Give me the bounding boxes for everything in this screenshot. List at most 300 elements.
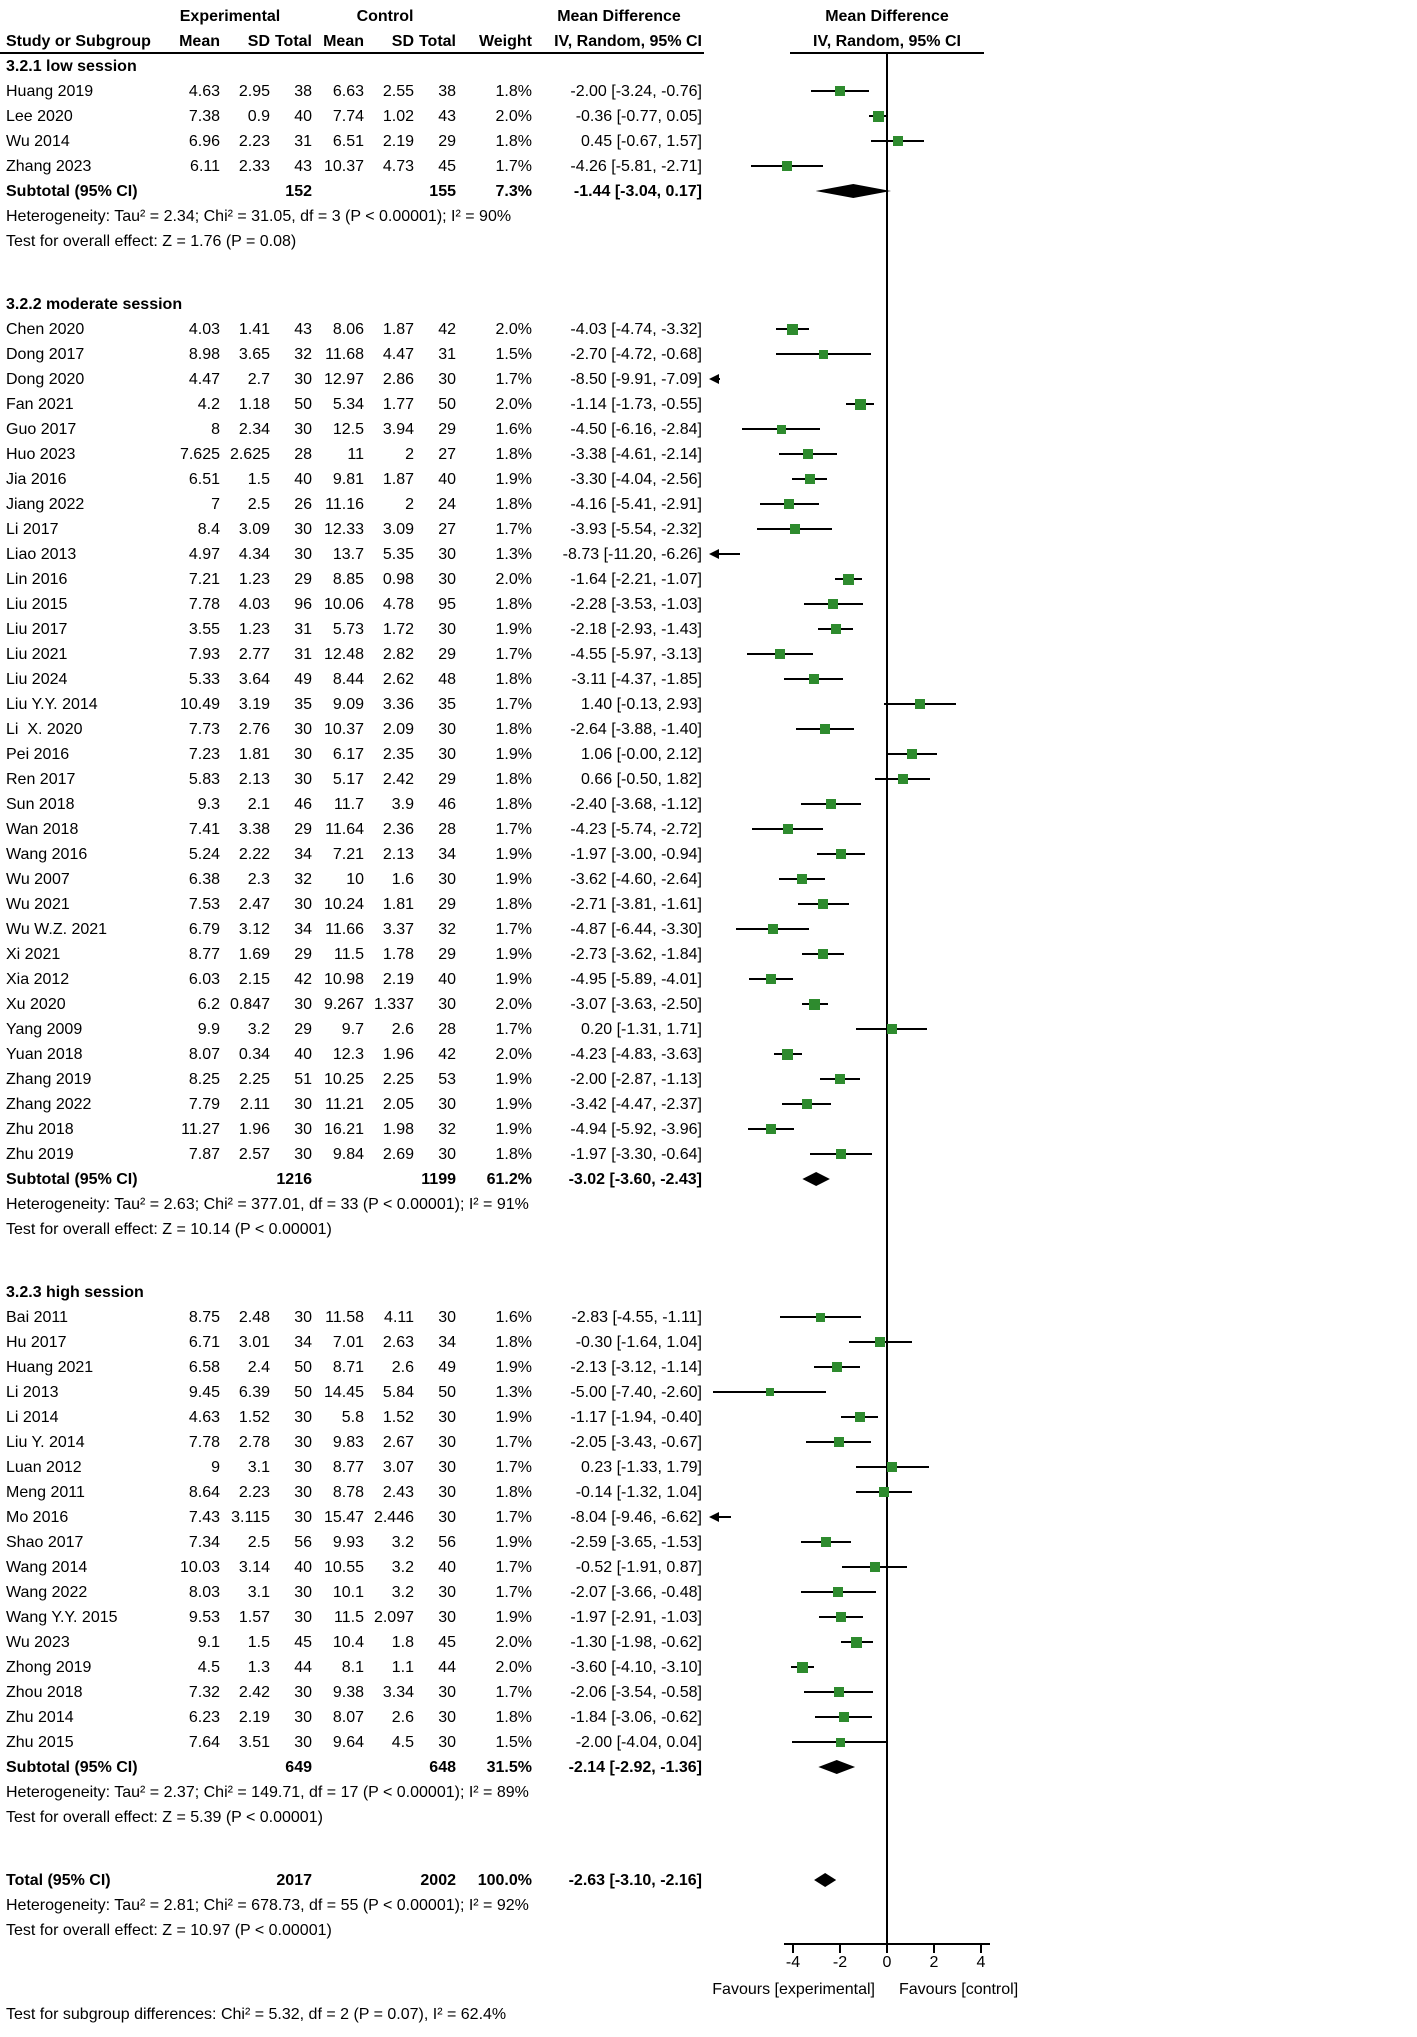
ctrl-sd-value: 1.81 xyxy=(382,896,414,913)
exp-total-value: 29 xyxy=(294,571,312,588)
study-row xyxy=(0,1305,1417,1330)
ctrl-total-value: 29 xyxy=(438,646,456,663)
axis-tick xyxy=(933,1945,935,1953)
exp-mean-value: 7.78 xyxy=(188,1434,220,1451)
point-estimate-marker xyxy=(836,849,846,859)
ctrl-sd-value: 1.52 xyxy=(382,1409,414,1426)
study-row xyxy=(0,517,1417,542)
ctrl-sd-value: 1.6 xyxy=(391,871,414,888)
point-estimate-marker xyxy=(834,1437,844,1447)
ctrl-mean-value: 8.78 xyxy=(332,1484,364,1501)
ctrl-total-value: 46 xyxy=(438,796,456,813)
study-row xyxy=(0,1605,1417,1630)
exp-mean-value: 7.79 xyxy=(188,1096,220,1113)
study-label: Ren 2017 xyxy=(6,771,76,788)
ci-value: -3.38 [-4.61, -2.14] xyxy=(570,446,702,463)
ci-value: -2.18 [-2.93, -1.43] xyxy=(570,621,702,638)
ci-value: -2.00 [-3.24, -0.76] xyxy=(570,83,702,100)
exp-sd-value: 2.15 xyxy=(238,971,270,988)
point-estimate-marker xyxy=(898,774,908,784)
ctrl-total-value: 40 xyxy=(438,971,456,988)
exp-mean-value: 7.23 xyxy=(188,746,220,763)
exp-mean-value: 7.43 xyxy=(188,1509,220,1526)
study-row xyxy=(0,967,1417,992)
ci-value: -4.03 [-4.74, -3.32] xyxy=(570,321,702,338)
point-estimate-marker xyxy=(803,449,813,459)
study-row xyxy=(0,79,1417,104)
ctrl-total-value: 40 xyxy=(438,1559,456,1576)
exp-total-value: 45 xyxy=(294,1634,312,1651)
exp-total-value: 34 xyxy=(294,921,312,938)
exp-sd-value: 1.23 xyxy=(238,621,270,638)
exp-total-value: 30 xyxy=(294,1409,312,1426)
exp-total-value: 30 xyxy=(294,546,312,563)
ci-value: -0.30 [-1.64, 1.04] xyxy=(575,1334,702,1351)
ctrl-total-value: 30 xyxy=(438,996,456,1013)
ctrl-mean-value: 12.48 xyxy=(323,646,364,663)
ctrl-sd-value: 2.6 xyxy=(391,1359,414,1376)
ci-value: -2.00 [-4.04, 0.04] xyxy=(575,1734,702,1751)
ctrl-sd-value: 3.9 xyxy=(391,796,414,813)
ci-value: -3.02 [-3.60, -2.43] xyxy=(568,1171,702,1188)
weight-value: 1.9% xyxy=(495,946,532,963)
ctrl-total-value: 50 xyxy=(438,1384,456,1401)
ci-value: -8.73 [-11.20, -6.26] xyxy=(562,546,702,563)
study-row xyxy=(0,992,1417,1017)
weight-column-header: Weight xyxy=(478,33,532,50)
ctrl-total-value: 45 xyxy=(438,158,456,175)
exp-sd-value: 2.5 xyxy=(247,496,270,513)
ctrl-sd-value: 5.35 xyxy=(382,546,414,563)
exp-sd-value: 2.95 xyxy=(238,83,270,100)
point-estimate-marker xyxy=(828,599,838,609)
study-row xyxy=(0,1142,1417,1167)
pooled-diamond xyxy=(818,1760,855,1774)
ctrl-sd-value: 5.84 xyxy=(382,1384,414,1401)
exp-sd-value: 1.52 xyxy=(238,1409,270,1426)
ci-value: -2.00 [-2.87, -1.13] xyxy=(570,1071,702,1088)
study-label: Mo 2016 xyxy=(6,1509,69,1526)
subgroup-differences-row xyxy=(0,2002,1417,2027)
exp-mean-value: 6.58 xyxy=(188,1359,220,1376)
study-label: Liao 2013 xyxy=(6,546,77,563)
exp-total-value: 30 xyxy=(294,771,312,788)
study-label: Wu 2014 xyxy=(6,133,70,150)
study-row xyxy=(0,1067,1417,1092)
ctrl-sd-value: 2.6 xyxy=(391,1021,414,1038)
ctrl-sd-value: 4.73 xyxy=(382,158,414,175)
ctrl-sd-value: 1.8 xyxy=(391,1634,414,1651)
weight-value: 1.7% xyxy=(495,1559,532,1576)
exp-mean-value: 8.4 xyxy=(197,521,220,538)
ctrl-mean-value: 11.66 xyxy=(325,921,364,938)
study-row xyxy=(0,1630,1417,1655)
study-label: Wan 2018 xyxy=(6,821,79,838)
heterogeneity-row xyxy=(0,204,1417,229)
point-estimate-marker xyxy=(833,1587,843,1597)
ci-value: -3.93 [-5.54, -2.32] xyxy=(570,521,702,538)
exp-total-value: 50 xyxy=(294,1359,312,1376)
exp-mean-column-header: Mean xyxy=(179,33,220,50)
weight-value: 1.7% xyxy=(495,1021,532,1038)
ctrl-sd-value: 3.37 xyxy=(382,921,414,938)
exp-mean-value: 5.24 xyxy=(188,846,220,863)
exp-mean-value: 6.96 xyxy=(188,133,220,150)
study-label: Luan 2012 xyxy=(6,1459,82,1476)
subgroup-title-row xyxy=(0,54,1417,79)
ctrl-sd-value: 0.98 xyxy=(382,571,414,588)
ctrl-mean-value: 10.1 xyxy=(332,1584,364,1601)
weight-value: 1.7% xyxy=(495,696,532,713)
exp-sd-value: 6.39 xyxy=(238,1384,270,1401)
point-estimate-marker xyxy=(784,499,794,509)
study-label: Zhong 2019 xyxy=(6,1659,92,1676)
ctrl-total-value: 32 xyxy=(438,1121,456,1138)
axis-tick xyxy=(792,1945,794,1953)
study-label: Wang Y.Y. 2015 xyxy=(6,1609,118,1626)
exp-mean-value: 6.2 xyxy=(197,996,220,1013)
study-row xyxy=(0,817,1417,842)
ctrl-total-value: 1199 xyxy=(421,1171,456,1188)
exp-mean-value: 8.98 xyxy=(188,346,220,363)
ci-value: -1.17 [-1.94, -0.40] xyxy=(570,1409,702,1426)
ctrl-mean-value: 8.71 xyxy=(332,1359,364,1376)
point-estimate-marker xyxy=(907,749,917,759)
exp-mean-value: 7.78 xyxy=(188,596,220,613)
overall-effect-row xyxy=(0,1217,1417,1242)
point-estimate-marker xyxy=(836,1738,845,1747)
weight-value: 1.7% xyxy=(495,1459,532,1476)
ctrl-total-value: 30 xyxy=(438,1509,456,1526)
weight-value: 1.7% xyxy=(495,371,532,388)
ctrl-total-column-header: Total xyxy=(418,33,456,50)
study-label: Huo 2023 xyxy=(6,446,76,463)
exp-mean-value: 6.23 xyxy=(188,1709,220,1726)
study-row xyxy=(0,1430,1417,1455)
exp-mean-value: 5.83 xyxy=(188,771,220,788)
ctrl-total-value: 31 xyxy=(438,346,456,363)
point-estimate-marker xyxy=(835,86,845,96)
exp-sd-value: 2.78 xyxy=(238,1434,270,1451)
subtotal-row xyxy=(0,1167,1417,1192)
ctrl-mean-value: 10.98 xyxy=(323,971,364,988)
point-estimate-marker xyxy=(790,524,800,534)
exp-mean-value: 7.87 xyxy=(188,1146,220,1163)
exp-total-value: 35 xyxy=(294,696,312,713)
ctrl-sd-value: 1.87 xyxy=(382,471,414,488)
study-label: Dong 2017 xyxy=(6,346,85,363)
weight-value: 2.0% xyxy=(495,1659,532,1676)
exp-total-value: 30 xyxy=(294,1096,312,1113)
exp-total-value: 29 xyxy=(294,1021,312,1038)
exp-sd-value: 0.9 xyxy=(247,108,270,125)
ctrl-total-value: 648 xyxy=(429,1759,456,1776)
study-row xyxy=(0,104,1417,129)
ctrl-mean-value: 9.38 xyxy=(332,1684,364,1701)
study-label: Pei 2016 xyxy=(6,746,70,763)
study-label: Guo 2017 xyxy=(6,421,77,438)
study-label: Meng 2011 xyxy=(6,1484,85,1501)
exp-mean-value: 10.03 xyxy=(179,1559,220,1576)
exp-mean-value: 7.93 xyxy=(188,646,220,663)
ctrl-mean-value: 8.44 xyxy=(332,671,364,688)
study-row xyxy=(0,1480,1417,1505)
study-row xyxy=(0,1117,1417,1142)
exp-sd-value: 2.23 xyxy=(238,133,270,150)
exp-sd-value: 2.1 xyxy=(247,796,270,813)
ctrl-total-value: 28 xyxy=(438,1021,456,1038)
study-label: Liu 2017 xyxy=(6,621,68,638)
exp-sd-value: 3.51 xyxy=(238,1734,270,1751)
weight-value: 1.9% xyxy=(495,1409,532,1426)
ctrl-sd-value: 2.446 xyxy=(373,1509,414,1526)
study-row xyxy=(0,792,1417,817)
ci-value: -1.14 [-1.73, -0.55] xyxy=(570,396,702,413)
spacer-row xyxy=(0,254,1417,292)
ctrl-mean-value: 15.47 xyxy=(323,1509,364,1526)
weight-value: 100.0% xyxy=(477,1872,532,1889)
study-row xyxy=(0,1017,1417,1042)
study-row xyxy=(0,842,1417,867)
exp-total-value: 50 xyxy=(294,1384,312,1401)
ctrl-total-value: 30 xyxy=(438,1096,456,1113)
weight-value: 2.0% xyxy=(495,321,532,338)
exp-mean-value: 7.38 xyxy=(188,108,220,125)
ctrl-sd-value: 1.02 xyxy=(382,108,414,125)
zero-effect-line xyxy=(886,54,888,1945)
ctrl-total-value: 29 xyxy=(438,133,456,150)
exp-total-value: 49 xyxy=(294,671,312,688)
overall-effect-row xyxy=(0,1805,1417,1830)
exp-mean-value: 7.625 xyxy=(179,446,220,463)
point-estimate-marker xyxy=(831,624,841,634)
study-label: Wu 2007 xyxy=(6,871,70,888)
ci-value: -2.28 [-3.53, -1.03] xyxy=(570,596,702,613)
subgroup-title-row xyxy=(0,292,1417,317)
exp-total-value: 96 xyxy=(294,596,312,613)
point-estimate-marker xyxy=(777,425,786,434)
exp-total-value: 31 xyxy=(294,646,312,663)
exp-sd-value: 2.34 xyxy=(238,421,270,438)
exp-total-value: 46 xyxy=(294,796,312,813)
study-row xyxy=(0,1530,1417,1555)
ctrl-mean-value: 12.33 xyxy=(323,521,364,538)
weight-value: 1.9% xyxy=(495,1609,532,1626)
study-row xyxy=(0,592,1417,617)
study-row xyxy=(0,1580,1417,1605)
ci-value: -1.44 [-3.04, 0.17] xyxy=(573,183,702,200)
point-estimate-marker xyxy=(787,324,798,335)
exp-mean-value: 7.53 xyxy=(188,896,220,913)
ctrl-total-value: 32 xyxy=(438,921,456,938)
exp-sd-value: 2.625 xyxy=(229,446,270,463)
exp-sd-value: 1.5 xyxy=(247,471,270,488)
point-estimate-marker xyxy=(766,1124,776,1134)
ctrl-mean-value: 5.73 xyxy=(332,621,364,638)
ci-value: -3.07 [-3.63, -2.50] xyxy=(570,996,702,1013)
exp-sd-value: 3.09 xyxy=(238,521,270,538)
axis-tick xyxy=(839,1945,841,1953)
ctrl-total-value: 42 xyxy=(438,321,456,338)
point-estimate-marker xyxy=(820,724,830,734)
overall-effect-row-text: Test for overall effect: Z = 5.39 (P < 0.00001) xyxy=(6,1809,323,1826)
ctrl-total-value: 30 xyxy=(438,1684,456,1701)
point-estimate-marker xyxy=(805,474,815,484)
ctrl-mean-value: 8.77 xyxy=(332,1459,364,1476)
study-label: Zhou 2018 xyxy=(6,1684,83,1701)
exp-sd-value: 4.34 xyxy=(238,546,270,563)
ctrl-sd-value: 1.1 xyxy=(391,1659,414,1676)
exp-total-value: 43 xyxy=(294,158,312,175)
weight-value: 2.0% xyxy=(495,108,532,125)
ctrl-mean-value: 8.1 xyxy=(341,1659,364,1676)
pooled-diamond xyxy=(802,1172,830,1186)
ctrl-sd-value: 2 xyxy=(405,446,414,463)
exp-sd-value: 0.847 xyxy=(229,996,270,1013)
ci-value: -1.30 [-1.98, -0.62] xyxy=(570,1634,702,1651)
study-label: Li 2013 xyxy=(6,1384,59,1401)
exp-mean-value: 8.03 xyxy=(188,1584,220,1601)
point-estimate-marker xyxy=(875,1337,885,1347)
weight-value: 1.9% xyxy=(495,746,532,763)
exp-mean-value: 5.33 xyxy=(188,671,220,688)
ci-value: -1.64 [-2.21, -1.07] xyxy=(570,571,702,588)
study-label: Liu 2015 xyxy=(6,596,68,613)
ci-value: -4.16 [-5.41, -2.91] xyxy=(570,496,702,513)
study-row xyxy=(0,1730,1417,1755)
forest-rows xyxy=(0,54,1417,1943)
ctrl-mean-value: 10.25 xyxy=(323,1071,364,1088)
point-estimate-marker xyxy=(870,1562,880,1572)
ci-value: -3.11 [-4.37, -1.85] xyxy=(571,671,702,688)
study-row xyxy=(0,417,1417,442)
point-estimate-marker xyxy=(818,949,828,959)
study-label: Chen 2020 xyxy=(6,321,85,338)
exp-mean-value: 7.73 xyxy=(188,721,220,738)
exp-mean-value: 6.79 xyxy=(188,921,220,938)
exp-mean-value: 4.97 xyxy=(188,546,220,563)
study-label: Fan 2021 xyxy=(6,396,74,413)
total-heterogeneity-row xyxy=(0,1893,1417,1918)
exp-mean-value: 8.64 xyxy=(188,1484,220,1501)
exp-total-value: 30 xyxy=(294,1434,312,1451)
ctrl-total-value: 53 xyxy=(438,1071,456,1088)
axis-tick-label: -2 xyxy=(832,1954,848,1971)
exp-total-value: 30 xyxy=(294,1684,312,1701)
point-estimate-marker xyxy=(836,1612,846,1622)
ci-value: 1.06 [-0.00, 2.12] xyxy=(581,746,702,763)
subgroup-differences-text: Test for subgroup differences: Chi² = 5.32, df = 2 (P = 0.07), I² = 62.4% xyxy=(6,2006,507,2023)
exp-sd-value: 1.81 xyxy=(238,746,270,763)
exp-total-value: 42 xyxy=(294,971,312,988)
study-label: Liu 2024 xyxy=(6,671,68,688)
ctrl-total-value: 95 xyxy=(438,596,456,613)
study-label: Sun 2018 xyxy=(6,796,75,813)
ctrl-sd-value: 2.13 xyxy=(382,846,414,863)
ctrl-total-value: 35 xyxy=(438,696,456,713)
ci-value: 0.66 [-0.50, 1.82] xyxy=(581,771,702,788)
exp-total-value: 29 xyxy=(294,821,312,838)
subgroup-title: 3.2.1 low session xyxy=(6,58,137,75)
ctrl-sd-value: 1.77 xyxy=(382,396,414,413)
ci-value: -2.64 [-3.88, -1.40] xyxy=(570,721,702,738)
ctrl-mean-value: 10.24 xyxy=(323,896,364,913)
weight-value: 2.0% xyxy=(495,396,532,413)
ctrl-mean-value: 9.83 xyxy=(332,1434,364,1451)
ctrl-mean-value: 10.37 xyxy=(323,721,364,738)
pooled-label: Subtotal (95% CI) xyxy=(6,1171,138,1188)
weight-value: 1.9% xyxy=(495,621,532,638)
heterogeneity-row xyxy=(0,1192,1417,1217)
exp-sd-value: 2.11 xyxy=(240,1096,270,1113)
ctrl-mean-value: 11.68 xyxy=(325,346,364,363)
study-column-header: Study or Subgroup xyxy=(6,33,151,50)
exp-sd-value: 3.2 xyxy=(247,1021,270,1038)
ctrl-total-value: 40 xyxy=(438,471,456,488)
ctrl-mean-value: 5.17 xyxy=(332,771,364,788)
ci-value: -1.84 [-3.06, -0.62] xyxy=(570,1709,702,1726)
exp-total-value: 2017 xyxy=(276,1872,312,1889)
study-row xyxy=(0,342,1417,367)
weight-value: 1.8% xyxy=(495,671,532,688)
ci-value: -3.30 [-4.04, -2.56] xyxy=(570,471,702,488)
study-label: Li 2014 xyxy=(6,1409,59,1426)
weight-value: 2.0% xyxy=(495,996,532,1013)
study-label: Xia 2012 xyxy=(6,971,70,988)
ctrl-total-value: 44 xyxy=(438,1659,456,1676)
ctrl-sd-value: 2.55 xyxy=(382,83,414,100)
exp-sd-value: 2.19 xyxy=(238,1709,270,1726)
ctrl-sd-value: 2.42 xyxy=(382,771,414,788)
exp-total-value: 30 xyxy=(294,1734,312,1751)
study-label: Li X. 2020 xyxy=(6,721,83,738)
point-estimate-marker xyxy=(826,799,836,809)
ctrl-sd-value: 3.36 xyxy=(382,696,414,713)
ctrl-sd-value: 2.05 xyxy=(382,1096,414,1113)
weight-value: 1.5% xyxy=(495,1734,532,1751)
study-row xyxy=(0,917,1417,942)
exp-sd-column-header: SD xyxy=(247,33,270,50)
point-estimate-marker xyxy=(851,1637,862,1648)
exp-sd-value: 3.12 xyxy=(238,921,270,938)
ci-value: -4.26 [-5.81, -2.71] xyxy=(570,158,702,175)
ci-value: -2.07 [-3.66, -0.48] xyxy=(570,1584,702,1601)
point-estimate-marker xyxy=(843,574,854,585)
exp-sd-value: 1.69 xyxy=(238,946,270,963)
experimental-group-header: Experimental xyxy=(179,8,281,25)
weight-value: 1.9% xyxy=(495,471,532,488)
point-estimate-marker xyxy=(893,136,903,146)
exp-sd-value: 2.23 xyxy=(238,1484,270,1501)
ctrl-mean-value: 11.5 xyxy=(334,946,364,963)
study-row xyxy=(0,1655,1417,1680)
study-label: Wu W.Z. 2021 xyxy=(6,921,108,938)
ctrl-mean-value: 16.21 xyxy=(323,1121,364,1138)
exp-total-value: 30 xyxy=(294,1709,312,1726)
ctrl-total-value: 27 xyxy=(438,521,456,538)
study-label: Jia 2016 xyxy=(6,471,67,488)
ctrl-total-value: 30 xyxy=(438,371,456,388)
ctrl-mean-value: 6.17 xyxy=(332,746,364,763)
exp-total-value: 30 xyxy=(294,1459,312,1476)
ctrl-mean-value: 8.06 xyxy=(332,321,364,338)
point-estimate-marker xyxy=(818,899,828,909)
study-row xyxy=(0,1680,1417,1705)
ctrl-total-value: 29 xyxy=(438,896,456,913)
ctrl-total-value: 49 xyxy=(438,1359,456,1376)
study-row xyxy=(0,392,1417,417)
exp-total-column-header: Total xyxy=(274,33,312,50)
